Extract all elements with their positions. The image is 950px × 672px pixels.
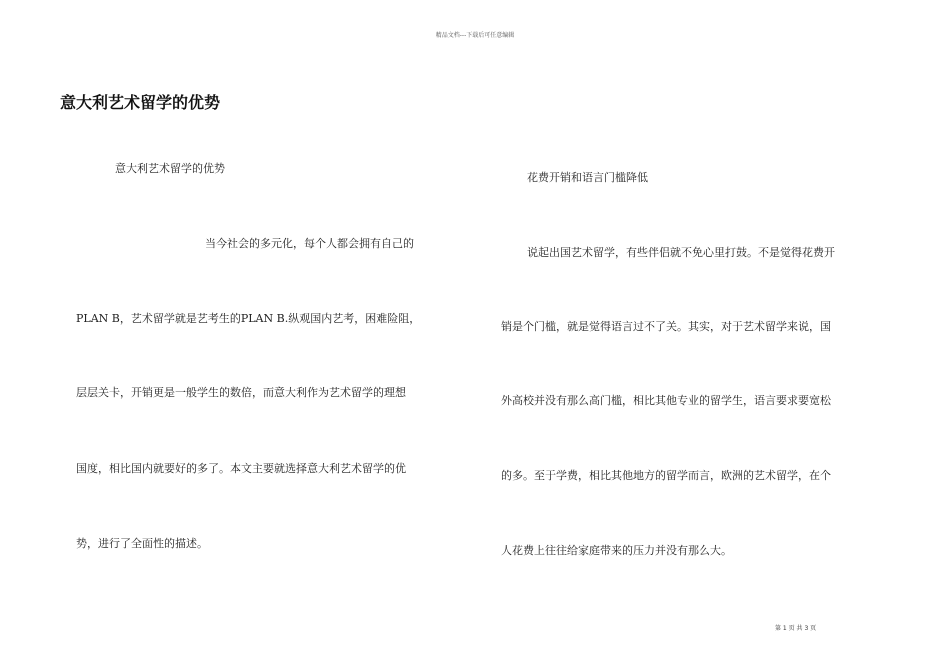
left-line-1: 当今社会的多元化，每个人都会拥有自己的	[205, 237, 414, 250]
right-line-1: 说起出国艺术留学，有些伴侣就不免心里打鼓。不是觉得花费开	[527, 246, 835, 259]
left-line-4: 国度，相比国内就要好的多了。本文主要就选择意大利艺术留学的优	[76, 462, 406, 475]
left-subtitle: 意大利艺术留学的优势	[115, 162, 225, 175]
right-line-2: 销是个门槛，就是觉得语言过不了关。其实，对于艺术留学来说，国	[501, 320, 831, 333]
document-title: 意大利艺术留学的优势	[60, 93, 221, 112]
left-line-2: PLAN B，艺术留学就是艺考生的PLAN B.纵观国内艺考，困难险阻，	[76, 312, 421, 325]
page-indicator: 第 1 页 共 3 页	[775, 625, 817, 632]
right-line-3: 外高校并没有那么高门槛，相比其他专业的留学生，语言要求要宽松	[501, 394, 831, 407]
right-line-4: 的多。至于学费，相比其他地方的留学而言，欧洲的艺术留学，在个	[501, 469, 831, 482]
page-header: 精品文档---下载后可任意编辑	[435, 32, 515, 39]
right-heading: 花费开销和语言门槛降低	[527, 171, 648, 184]
right-line-5: 人花费上往往给家庭带来的压力并没有那么大。	[501, 544, 732, 557]
left-line-5: 势，进行了全面性的描述。	[76, 537, 208, 550]
left-line-3: 层层关卡，开销更是一般学生的数倍，而意大利作为艺术留学的理想	[76, 386, 406, 399]
